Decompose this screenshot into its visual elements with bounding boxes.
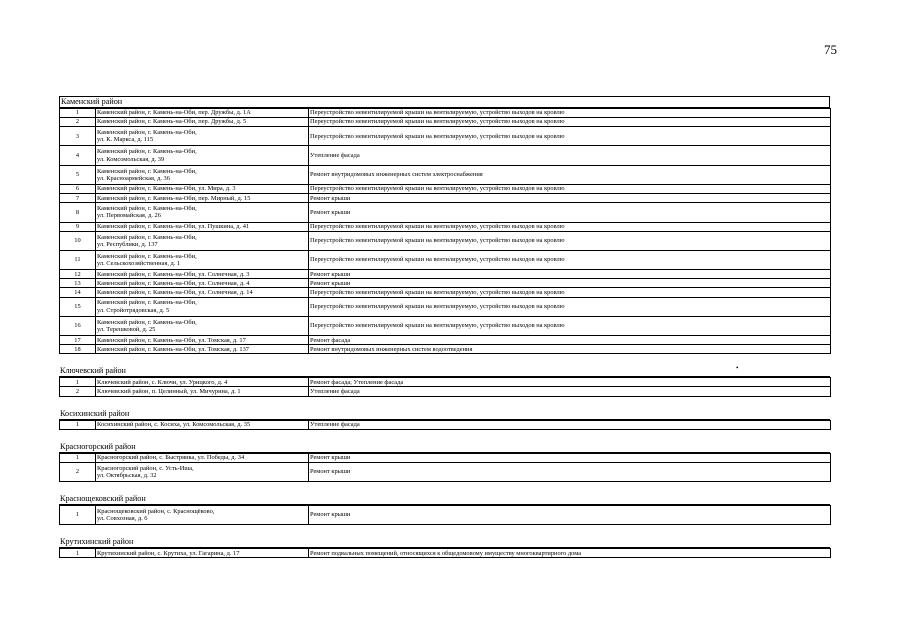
row-work-type: Ремонт крыши — [309, 203, 831, 222]
row-address: Каменский район, г. Камень-на-Оби, ул. Солнечная, д. 4 — [96, 279, 309, 288]
section-title: Красногорский район — [59, 442, 830, 453]
row-number: 13 — [60, 279, 96, 288]
row-number: 1 — [60, 109, 96, 118]
row-number: 12 — [60, 270, 96, 279]
row-work-type: Переустройство невентилируемой крыши на вентилируемую, устройство выходов на кровлю — [309, 118, 831, 127]
table-row — [60, 297, 831, 316]
row-number: 10 — [60, 231, 96, 250]
table-row — [60, 549, 831, 558]
row-work-type: Ремонт крыши — [309, 505, 831, 524]
row-work-type: Переустройство невентилируемой крыши на вентилируемую, устройство выходов на кровлю — [309, 316, 831, 335]
row-address: Каменский район, г. Камень-на-Оби, ул. Комсомольская, д. 39 — [96, 146, 309, 165]
row-address: Каменский район, г. Камень-на-Оби, пер. Мирный, д. 15 — [96, 194, 309, 203]
row-number: 2 — [60, 118, 96, 127]
section-table — [59, 505, 831, 525]
row-address: Краснощековский район, с. Краснощёково, ул. Совхозная, д. 6 — [96, 505, 309, 524]
row-address: Каменский район, г. Камень-на-Оби, ул. Пушкина, д. 41 — [96, 222, 309, 231]
row-address: Косихинский район, с. Косиха, ул. Комсомольская, д. 35 — [96, 420, 309, 429]
row-work-type: Ремонт внутридомовых инженерных систем электроснабжения — [309, 165, 831, 184]
row-work-type: Ремонт крыши — [309, 270, 831, 279]
row-number: 1 — [60, 453, 96, 462]
row-number: 1 — [60, 420, 96, 429]
row-work-type: Ремонт крыши — [309, 194, 831, 203]
row-work-type: Утепление фасада — [309, 420, 831, 429]
row-work-type: Переустройство невентилируемой крыши на вентилируемую, устройство выходов на кровлю — [309, 185, 831, 194]
row-work-type: Ремонт крыши — [309, 279, 831, 288]
row-address: Крутихинский район, с. Крутиха, ул. Гагарина, д. 17 — [96, 549, 309, 558]
row-number: 9 — [60, 222, 96, 231]
row-number: 2 — [60, 462, 96, 481]
row-address: Каменский район, г. Камень-на-Оби, ул. Стройотрядовская, д. 5 — [96, 297, 309, 316]
section-table — [59, 108, 831, 354]
row-number: 18 — [60, 345, 96, 354]
section-table — [59, 377, 831, 396]
row-address: Каменский район, г. Камень-на-Оби, пер. Дружбы, д. 5 — [96, 118, 309, 127]
row-work-type: Ремонт фасада — [309, 336, 831, 345]
row-address: Красногорский район, с. Усть-Иша, ул. Октябрьская, д. 32 — [96, 462, 309, 481]
section-table — [59, 548, 831, 558]
row-work-type: Ремонт фасада; Утепление фасада — [309, 378, 831, 387]
row-address: Каменский район, г. Камень-на-Оби, ул. Томская, д. 17 — [96, 336, 309, 345]
row-work-type: Переустройство невентилируемой крыши на вентилируемую, устройство выходов на кровлю — [309, 109, 831, 118]
page-number: 75 — [824, 42, 837, 57]
row-number: 1 — [60, 505, 96, 524]
row-address: Каменский район, г. Камень-на-Оби, ул. Солнечная, д. 14 — [96, 288, 309, 297]
row-address: Каменский район, г. Камень-на-Оби, ул. Первомайская, д. 26 — [96, 203, 309, 222]
table-row — [60, 453, 831, 462]
table-row — [60, 165, 831, 184]
row-number: 1 — [60, 378, 96, 387]
table-row — [60, 462, 831, 481]
row-number: 3 — [60, 127, 96, 146]
row-work-type: Ремонт внутридомовых инженерных систем водоотведения — [309, 345, 831, 354]
table-row — [60, 146, 831, 165]
row-address: Ключевский район, п. Целинный, ул. Мичурина, д. 1 — [96, 387, 309, 396]
table-row — [60, 194, 831, 203]
row-number: 15 — [60, 297, 96, 316]
row-work-type: Переустройство невентилируемой крыши на вентилируемую, устройство выходов на кровлю — [309, 250, 831, 269]
section-table — [59, 453, 831, 482]
row-address: Каменский район, г. Камень-на-Оби, ул. Томская, д. 137 — [96, 345, 309, 354]
row-number: 6 — [60, 185, 96, 194]
table-row — [60, 288, 831, 297]
row-number: 2 — [60, 387, 96, 396]
table-row — [60, 231, 831, 250]
table-row — [60, 279, 831, 288]
section-title: Ключевский район — [59, 366, 830, 377]
row-work-type: Переустройство невентилируемой крыши на вентилируемую, устройство выходов на кровлю — [309, 222, 831, 231]
table-row — [60, 222, 831, 231]
table-row — [60, 127, 831, 146]
section-title: Косихинский район — [59, 409, 830, 420]
table-row — [60, 420, 831, 429]
row-work-type: Переустройство невентилируемой крыши на вентилируемую, устройство выходов на кровлю — [309, 231, 831, 250]
row-work-type: Переустройство невентилируемой крыши на вентилируемую, устройство выходов на кровлю — [309, 288, 831, 297]
row-number: 17 — [60, 336, 96, 345]
row-address: Каменский район, г. Камень-на-Оби, ул. Терешковой, д. 25 — [96, 316, 309, 335]
table-row — [60, 109, 831, 118]
row-address: Каменский район, г. Камень-на-Оби, ул. Республики, д. 137 — [96, 231, 309, 250]
stray-mark: • — [736, 364, 739, 372]
table-row — [60, 203, 831, 222]
row-address: Ключевский район, с. Ключи, ул. Урицкого, д. 4 — [96, 378, 309, 387]
table-row — [60, 378, 831, 387]
row-address: Каменский район, г. Камень-на-Оби, ул. К. Маркса, д. 115 — [96, 127, 309, 146]
row-number: 4 — [60, 146, 96, 165]
row-work-type: Ремонт крыши — [309, 462, 831, 481]
table-row — [60, 270, 831, 279]
row-number: 7 — [60, 194, 96, 203]
row-work-type: Ремонт крыши — [309, 453, 831, 462]
section-title: Каменский район — [59, 96, 830, 108]
row-address: Каменский район, г. Камень-на-Оби, ул. Сельскохозяйственная, д. 1 — [96, 250, 309, 269]
table-row — [60, 505, 831, 524]
section-title: Крутихинский район — [59, 537, 830, 548]
row-number: 16 — [60, 316, 96, 335]
table-row — [60, 185, 831, 194]
row-work-type: Утепление фасада — [309, 387, 831, 396]
row-number: 8 — [60, 203, 96, 222]
table-row — [60, 387, 831, 396]
table-row — [60, 316, 831, 335]
row-number: 1 — [60, 549, 96, 558]
row-number: 11 — [60, 250, 96, 269]
table-row — [60, 250, 831, 269]
row-number: 5 — [60, 165, 96, 184]
row-address: Каменский район, г. Камень-на-Оби, ул. Мира, д. 3 — [96, 185, 309, 194]
table-row — [60, 345, 831, 354]
row-address: Каменский район, г. Камень-на-Оби, ул. Красноармейская, д. 36 — [96, 165, 309, 184]
row-address: Красногорский район, с. Быстрянка, ул. Победы, д. 34 — [96, 453, 309, 462]
section-table — [59, 420, 831, 430]
row-number: 14 — [60, 288, 96, 297]
table-row — [60, 336, 831, 345]
row-address: Каменский район, г. Камень-на-Оби, ул. Солнечная, д. 3 — [96, 270, 309, 279]
row-work-type: Переустройство невентилируемой крыши на вентилируемую, устройство выходов на кровлю — [309, 127, 831, 146]
document-table — [59, 96, 830, 558]
row-work-type: Ремонт подвальных помещений, относящихся к общедомовому имуществу многоквартирного дома — [309, 549, 831, 558]
table-row — [60, 118, 831, 127]
row-address: Каменский район, г. Камень-на-Оби, пер. Дружбы, д. 1А — [96, 109, 309, 118]
row-work-type: Утепление фасада — [309, 146, 831, 165]
row-work-type: Переустройство невентилируемой крыши на вентилируемую, устройство выходов на кровлю — [309, 297, 831, 316]
section-title: Краснощековский район — [59, 494, 830, 505]
